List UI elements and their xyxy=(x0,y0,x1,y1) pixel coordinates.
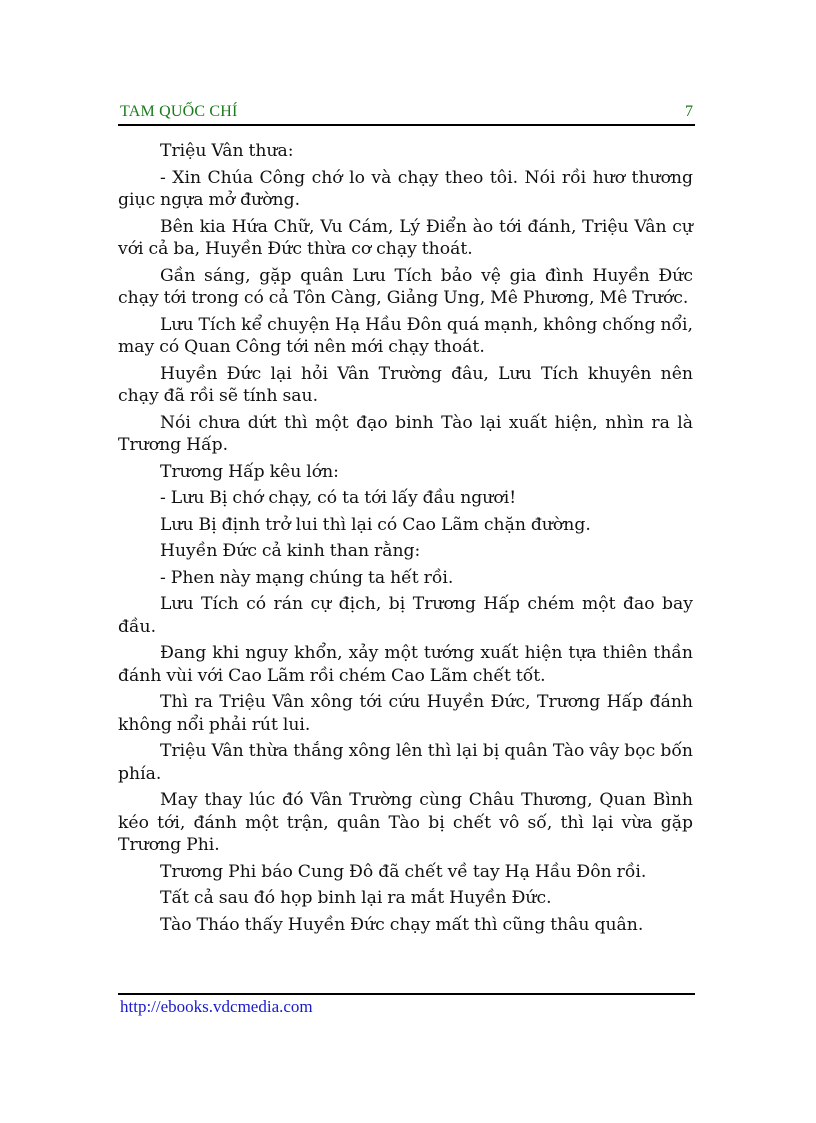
footer-divider xyxy=(118,993,695,995)
paragraph: Lưu Tích có rán cự địch, bị Trương Hấp chém một đao bay đầu. xyxy=(118,594,693,637)
paragraph: Lưu Tích kể chuyện Hạ Hầu Đôn quá mạnh, không chống nổi, may có Quan Công tới nên mới chạy thoát. xyxy=(118,314,693,357)
paragraph: Lưu Bị định trở lui thì lại có Cao Lãm chặn đường. xyxy=(160,514,591,535)
paragraph: May thay lúc đó Vân Trường cùng Châu Thương, Quan Bình kéo tới, đánh một trận, quân Tào bị chết vô số, thì lại vừa gặp Trương Phi. xyxy=(118,790,693,855)
paragraph: - Lưu Bị chớ chạy, có ta tới lấy đầu ngươi! xyxy=(160,488,517,508)
paragraph: Huyền Đức cả kinh than rằng: xyxy=(160,541,421,561)
paragraph: Triệu Vân thưa: xyxy=(160,141,294,161)
paragraph: Trương Hấp kêu lớn: xyxy=(160,461,339,482)
body-text xyxy=(118,140,693,940)
paragraph: Nói chưa dứt thì một đạo binh Tào lại xuất hiện, nhìn ra là Trương Hấp. xyxy=(118,412,693,455)
paragraph: - Xin Chúa Công chớ lo và chạy theo tôi. Nói rồi hươ thương giục ngựa mở đường. xyxy=(118,167,693,210)
paragraph: Tất cả sau đó họp binh lại ra mắt Huyền Đức. xyxy=(160,888,552,908)
paragraph: Huyền Đức lại hỏi Vân Trường đâu, Lưu Tích khuyên nên chạy đã rồi sẽ tính sau. xyxy=(118,363,693,406)
book-title: TAM QUỐC CHÍ xyxy=(120,103,238,120)
page-number: 7 xyxy=(685,103,693,120)
paragraph: Gần sáng, gặp quân Lưu Tích bảo vệ gia đình Huyền Đức chạy tới trong có cả Tôn Càng, Giảng Ung, Mê Phương, Mê Trước. xyxy=(118,265,693,308)
page-header xyxy=(118,100,695,126)
paragraph: - Phen này mạng chúng ta hết rồi. xyxy=(160,567,454,588)
paragraph: Đang khi nguy khổn, xảy một tướng xuất hiện tựa thiên thần đánh vùi với Cao Lãm rồi chém Cao Lãm chết tốt. xyxy=(118,643,693,686)
footer-link[interactable]: http://ebooks.vdcmedia.com xyxy=(120,997,313,1016)
paragraph: Tào Tháo thấy Huyền Đức chạy mất thì cũng thâu quân. xyxy=(160,914,644,935)
paragraph: Thì ra Triệu Vân xông tới cứu Huyền Đức, Trương Hấp đánh không nổi phải rút lui. xyxy=(118,692,693,735)
paragraph: Triệu Vân thừa thắng xông lên thì lại bị quân Tào vây bọc bốn phía. xyxy=(118,741,693,784)
paragraph: Trương Phi báo Cung Đô đã chết về tay Hạ Hầu Đôn rồi. xyxy=(160,861,647,882)
paragraph: Bên kia Hứa Chữ, Vu Cám, Lý Điển ào tới đánh, Triệu Vân cự với cả ba, Huyền Đức thừa cơ chạy thoát. xyxy=(118,216,693,259)
